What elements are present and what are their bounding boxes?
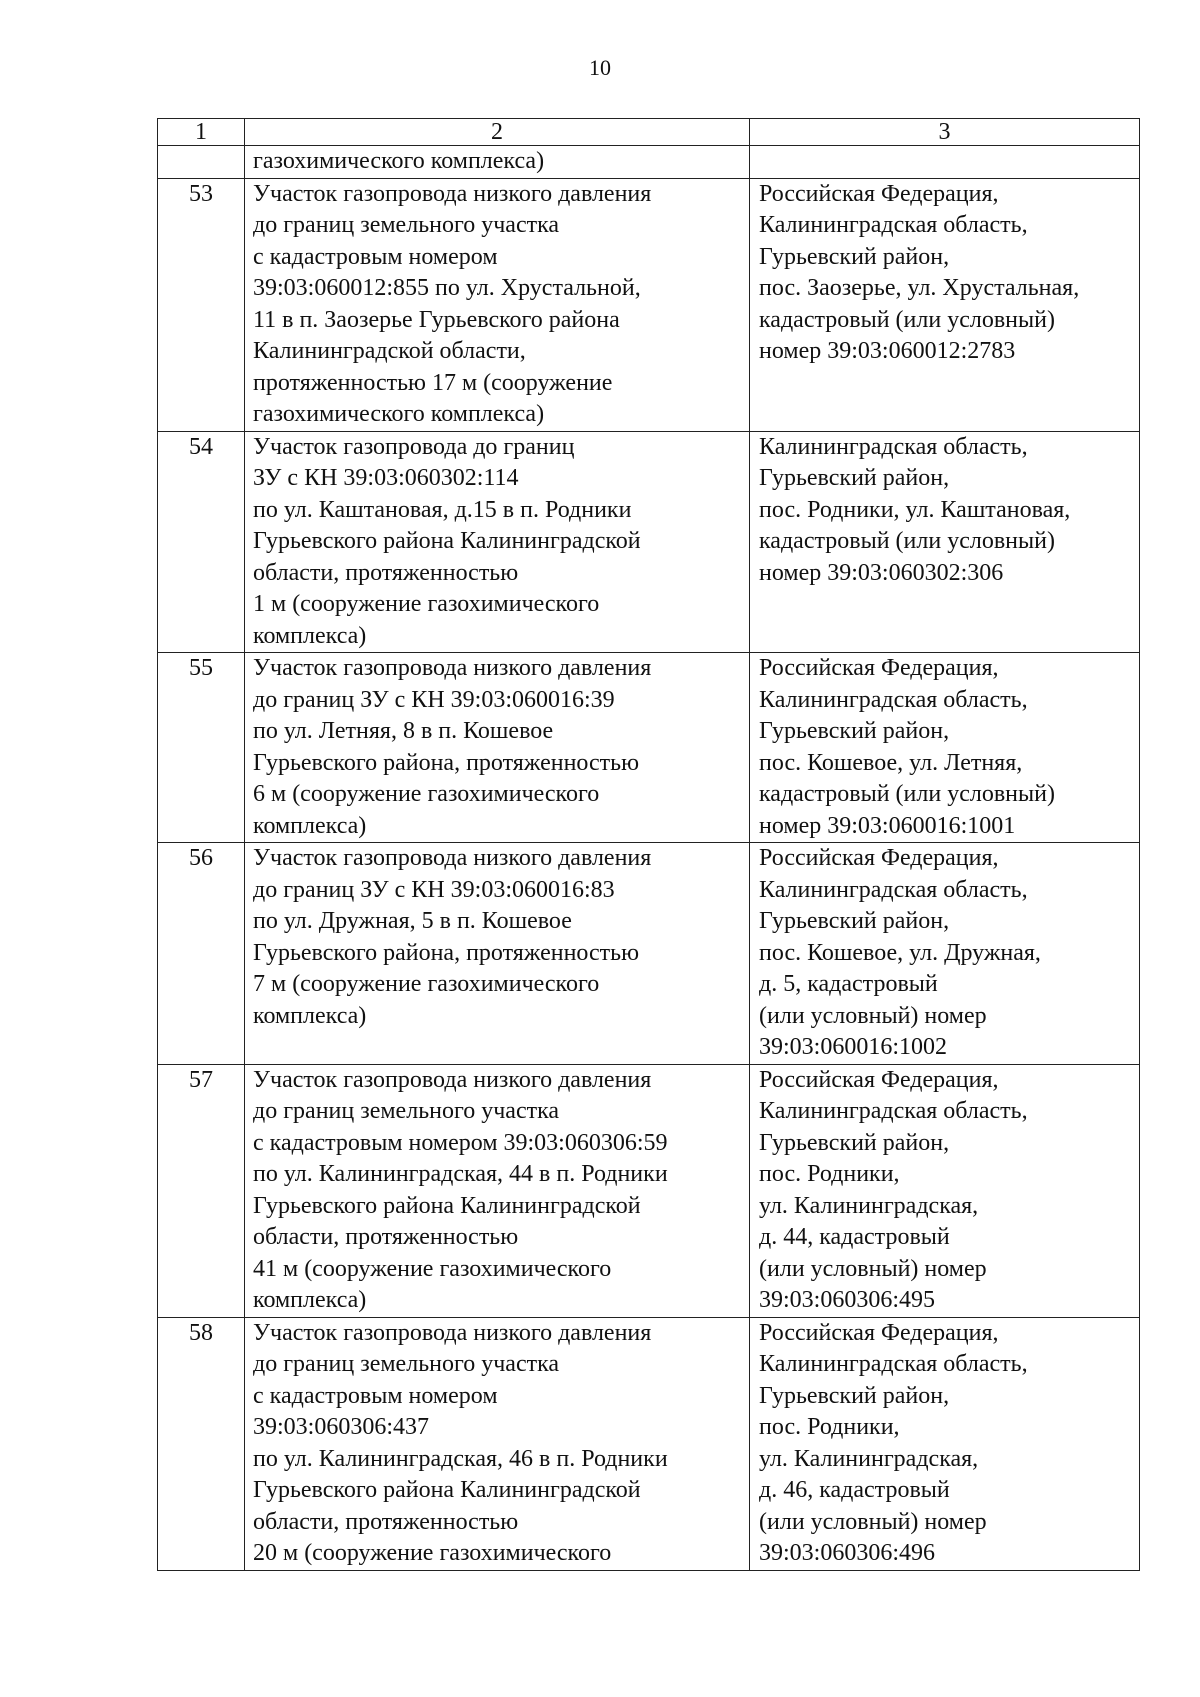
row-number: 58 xyxy=(158,1317,245,1570)
address-line: Российская Федерация, xyxy=(759,845,999,871)
address-line: д. 5, кадастровый xyxy=(759,971,938,997)
address-line: Российская Федерация, xyxy=(759,1319,999,1346)
row-description xyxy=(245,178,750,431)
description-line: до границ ЗУ с КН 39:03:060016:83 xyxy=(253,876,615,903)
address-line: (или условный) номер xyxy=(759,1002,987,1029)
row-address xyxy=(750,178,1140,431)
row-description xyxy=(245,653,750,843)
address-line: Российская Федерация, xyxy=(759,180,999,207)
table-row xyxy=(158,1317,1140,1570)
description-line: Калининградской области, xyxy=(253,338,526,364)
address-line: пос. Кошевое, ул. Дружная, xyxy=(759,939,1041,966)
address-line: пос. Родники, xyxy=(759,1161,900,1187)
description-line: по ул. Калининградская, 46 в п. Родники xyxy=(253,1445,668,1472)
description-line: комплекса) xyxy=(253,812,367,839)
table-row xyxy=(158,1064,1140,1317)
description-line: комплекса) xyxy=(253,1002,367,1029)
column-number-header: 1 xyxy=(158,119,245,146)
row-description xyxy=(245,843,750,1065)
continuation-row xyxy=(158,146,1140,179)
table-header-row xyxy=(158,119,1140,146)
description-line: 6 м (сооружение газохимического xyxy=(253,781,600,807)
address-line: Гурьевский район, xyxy=(759,465,950,491)
description-line: Участок газопровода низкого давления xyxy=(253,1066,652,1093)
address-line: номер 39:03:060012:2783 xyxy=(759,338,1016,364)
column-address-header: 3 xyxy=(750,119,1140,146)
page-number: 10 xyxy=(589,55,611,80)
description-line: 39:03:060012:855 по ул. Хрустальной, xyxy=(253,275,641,301)
description-line: комплекса) xyxy=(253,1287,367,1313)
address-line: Калининградская область, xyxy=(759,876,1028,903)
row-description xyxy=(245,1317,750,1570)
address-line: пос. Заозерье, ул. Хрустальная, xyxy=(759,275,1080,301)
address-line: номер 39:03:060016:1001 xyxy=(759,812,1016,839)
address-line: ул. Калининградская, xyxy=(759,1192,979,1219)
description-line: до границ земельного участка xyxy=(253,1098,560,1124)
address-line: кадастровый (или условный) xyxy=(759,781,1055,807)
description-line: Гурьевского района, протяженностью xyxy=(253,749,640,776)
description-line: 39:03:060306:437 xyxy=(253,1414,430,1440)
address-line: д. 44, кадастровый xyxy=(759,1224,950,1250)
description-line: области, протяженностью xyxy=(253,1224,519,1250)
column-description-header: 2 xyxy=(245,119,750,146)
description-line: с кадастровым номером 39:03:060306:59 xyxy=(253,1129,668,1156)
row-number: 54 xyxy=(158,431,245,653)
continuation-number xyxy=(158,146,245,179)
row-number: 57 xyxy=(158,1064,245,1317)
address-line: Гурьевский район, xyxy=(759,1129,950,1156)
address-line: пос. Родники, xyxy=(759,1414,900,1440)
description-line: комплекса) xyxy=(253,622,367,649)
address-line: Калининградская область, xyxy=(759,1351,1028,1377)
address-line: кадастровый (или условный) xyxy=(759,528,1055,554)
address-line: Российская Федерация, xyxy=(759,655,999,681)
row-address xyxy=(750,1064,1140,1317)
description-line: 7 м (сооружение газохимического xyxy=(253,971,600,997)
description-line: протяженностью 17 м (сооружение xyxy=(253,369,613,396)
table-row xyxy=(158,843,1140,1065)
row-address xyxy=(750,653,1140,843)
address-line: Российская Федерация, xyxy=(759,1066,999,1093)
row-address xyxy=(750,431,1140,653)
address-line: Калининградская область, xyxy=(759,1098,1028,1124)
description-line: по ул. Каштановая, д.15 в п. Родники xyxy=(253,496,632,523)
address-line: Калининградская область, xyxy=(759,686,1028,713)
description-line: Участок газопровода низкого давления xyxy=(253,845,652,871)
description-line: Гурьевского района, протяженностью xyxy=(253,939,640,966)
row-address xyxy=(750,1317,1140,1570)
address-line: Гурьевский район, xyxy=(759,908,950,934)
description-line: газохимического комплекса) xyxy=(253,148,545,174)
continuation-description xyxy=(245,146,750,179)
description-line: области, протяженностью xyxy=(253,1508,519,1535)
address-line: Калининградская область, xyxy=(759,212,1028,238)
table-row xyxy=(158,178,1140,431)
description-line: 20 м (сооружение газохимического xyxy=(253,1540,612,1566)
description-line: Участок газопровода низкого давления xyxy=(253,180,652,207)
address-line: Гурьевский район, xyxy=(759,1382,950,1409)
table-row xyxy=(158,431,1140,653)
address-line: 39:03:060016:1002 xyxy=(759,1034,948,1060)
row-address xyxy=(750,843,1140,1065)
description-line: ЗУ с КН 39:03:060302:114 xyxy=(253,465,519,491)
description-line: газохимического комплекса) xyxy=(253,401,545,427)
address-line: Гурьевский район, xyxy=(759,718,950,744)
address-line: кадастровый (или условный) xyxy=(759,306,1055,333)
description-line: 1 м (сооружение газохимического xyxy=(253,591,600,617)
description-line: Гурьевского района Калининградской xyxy=(253,528,641,554)
description-line: Участок газопровода до границ xyxy=(253,433,575,460)
address-line: 39:03:060306:496 xyxy=(759,1540,936,1566)
row-number: 55 xyxy=(158,653,245,843)
description-line: 11 в п. Заозерье Гурьевского района xyxy=(253,306,620,333)
description-line: с кадастровым номером xyxy=(253,1382,498,1409)
gas-pipeline-registry-table xyxy=(157,118,1140,1571)
description-line: Гурьевского района Калининградской xyxy=(253,1192,641,1219)
description-line: Участок газопровода низкого давления xyxy=(253,655,652,681)
description-line: до границ земельного участка xyxy=(253,212,560,238)
table-row xyxy=(158,653,1140,843)
row-number: 53 xyxy=(158,178,245,431)
address-line: (или условный) номер xyxy=(759,1508,987,1535)
description-line: по ул. Летняя, 8 в п. Кошевое xyxy=(253,718,554,744)
address-line: ул. Калининградская, xyxy=(759,1445,979,1472)
address-line: д. 46, кадастровый xyxy=(759,1477,950,1503)
description-line: Участок газопровода низкого давления xyxy=(253,1319,652,1346)
continuation-address xyxy=(750,146,1140,179)
row-description xyxy=(245,1064,750,1317)
description-line: до границ ЗУ с КН 39:03:060016:39 xyxy=(253,686,615,713)
description-line: до границ земельного участка xyxy=(253,1351,560,1377)
address-line: Гурьевский район, xyxy=(759,243,950,270)
description-line: с кадастровым номером xyxy=(253,243,498,270)
description-line: по ул. Дружная, 5 в п. Кошевое xyxy=(253,908,572,934)
row-description xyxy=(245,431,750,653)
description-line: области, протяженностью xyxy=(253,559,519,586)
address-line: пос. Родники, ул. Каштановая, xyxy=(759,496,1071,523)
address-line: (или условный) номер xyxy=(759,1255,987,1282)
description-line: по ул. Калининградская, 44 в п. Родники xyxy=(253,1161,668,1187)
address-line: 39:03:060306:495 xyxy=(759,1287,936,1313)
row-number: 56 xyxy=(158,843,245,1065)
description-line: Гурьевского района Калининградской xyxy=(253,1477,641,1503)
address-line: номер 39:03:060302:306 xyxy=(759,559,1004,586)
description-line: 41 м (сооружение газохимического xyxy=(253,1255,612,1282)
address-line: Калининградская область, xyxy=(759,433,1028,460)
address-line: пос. Кошевое, ул. Летняя, xyxy=(759,749,1023,776)
